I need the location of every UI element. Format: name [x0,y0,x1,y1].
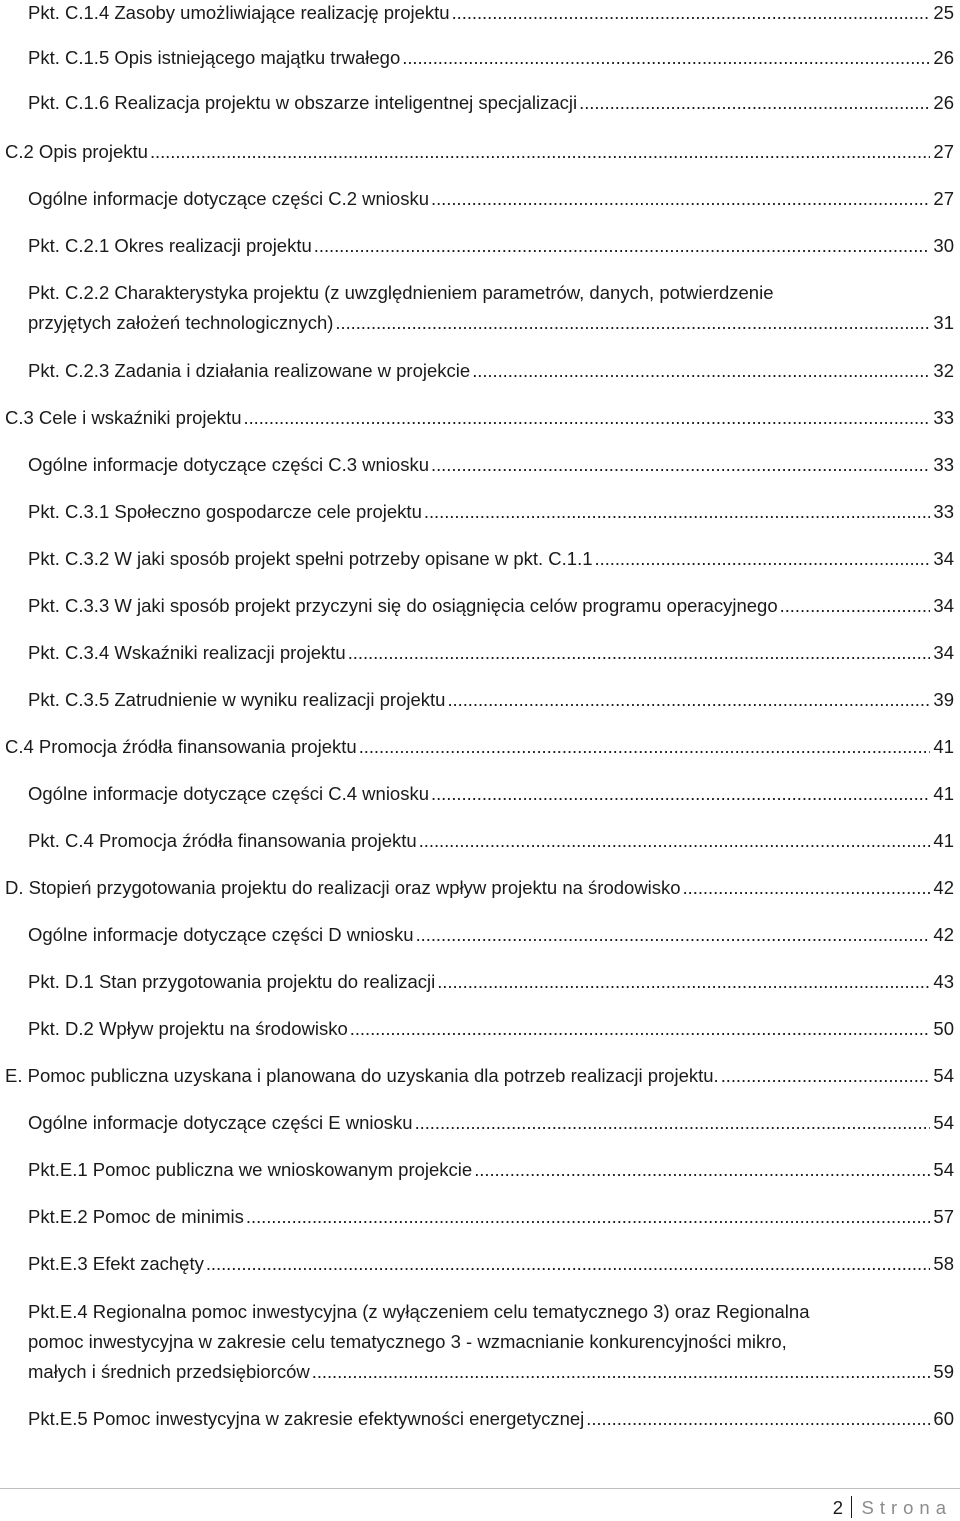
toc-leader-dots [348,638,931,668]
toc-entry[interactable] [28,88,954,118]
toc-entry[interactable] [28,826,954,856]
toc-entry-label-line: Pkt.E.4 Regionalna pomoc inwestycyjna (z wyłączeniem celu tematycznego 3) oraz Regionalna [28,1301,810,1322]
toc-leader-dots [246,1202,931,1232]
toc-entry-label-line: Pkt. C.2.2 Charakterystyka projektu (z uwzględnieniem parametrów, danych, potwierdzenie [28,282,774,303]
toc-entry-label: D. Stopień przygotowania projektu do realizacji oraz wpływ projektu na środowisko [5,877,681,898]
toc-leader-dots [335,308,930,338]
toc-entry[interactable] [28,1108,954,1138]
toc-entry-label: Pkt. C.2.3 Zadania i działania realizowane w projekcie [28,360,471,381]
toc-entry-label: Pkt. C.3.3 W jaki sposób projekt przyczyni się do osiągnięcia celów programu operacyjnego [28,595,778,616]
toc-entry[interactable] [28,497,954,527]
toc-leader-dots [150,137,930,167]
toc-leader-dots [314,231,931,261]
toc-entry-label: Pkt.E.3 Efekt zachęty [28,1253,204,1274]
toc-entry[interactable] [5,1061,954,1091]
toc-entry-label: Pkt. C.3.1 Społeczno gospodarcze cele projektu [28,501,422,522]
toc-leader-dots [447,685,930,715]
footer-page-indicator [833,1496,952,1520]
toc-entry-page: 41 [933,736,954,757]
toc-leader-dots [243,403,930,433]
toc-entry-page: 43 [933,971,954,992]
toc-entry-label: Pkt. D.1 Stan przygotowania projektu do realizacji [28,971,436,992]
toc-leader-dots [437,967,930,997]
toc-leader-dots [431,779,930,809]
toc-entry[interactable] [28,1202,954,1232]
toc-entry-page: 34 [933,642,954,663]
footer-separator [851,1496,853,1518]
toc-leader-dots [579,88,930,118]
toc-entry-label: Pkt. C.2.1 Okres realizacji projektu [28,235,312,256]
toc-entry-label: Pkt. C.3.5 Zatrudnienie w wyniku realizacji projektu [28,689,446,710]
toc-leader-dots [415,1108,931,1138]
toc-entry[interactable] [28,0,954,28]
toc-entry[interactable] [28,638,954,668]
toc-entry-page: 42 [933,924,954,945]
toc-leader-dots [452,0,931,28]
toc-entry[interactable] [28,278,954,338]
toc-leader-dots [416,920,931,950]
toc-entry[interactable] [28,1404,954,1434]
toc-entry-page: 33 [933,454,954,475]
toc-leader-dots [586,1404,930,1434]
toc-entry-page: 41 [933,830,954,851]
toc-entry[interactable] [28,356,954,386]
toc-entry-label: C.4 Promocja źródła finansowania projektu [5,736,357,757]
toc-leader-dots [474,1155,930,1185]
toc-entry-page: 57 [933,1206,954,1227]
toc-entry-page: 54 [933,1065,954,1086]
toc-entry-page: 39 [933,689,954,710]
toc-entry[interactable] [5,873,954,903]
toc-entry-label: Pkt. D.2 Wpływ projektu na środowisko [28,1018,348,1039]
toc-entry-page: 54 [933,1112,954,1133]
toc-leader-dots [206,1249,931,1279]
toc-entry-page: 31 [933,312,954,333]
toc-entry-label: Pkt.E.1 Pomoc publiczna we wnioskowanym projekcie [28,1159,473,1180]
footer-divider [0,1488,960,1489]
toc-entry-label: Pkt.E.5 Pomoc inwestycyjna w zakresie efektywności energetycznej [28,1408,585,1429]
toc-entry-page: 26 [933,47,954,68]
toc-entry-label: Ogólne informacje dotyczące części D wniosku [28,924,414,945]
toc-entry[interactable] [28,1297,954,1387]
toc-leader-dots [424,497,931,527]
toc-entry-page: 26 [933,92,954,113]
toc-entry-page: 58 [933,1253,954,1274]
toc-leader-dots [431,184,930,214]
toc-entry[interactable] [5,137,954,167]
toc-entry-page: 41 [933,783,954,804]
toc-entry-page: 54 [933,1159,954,1180]
toc-entry-label: Pkt.E.2 Pomoc de minimis [28,1206,244,1227]
toc-entry[interactable] [28,231,954,261]
toc-entry-page: 33 [933,501,954,522]
toc-leader-dots [780,591,931,621]
toc-leader-dots [472,356,930,386]
toc-entry[interactable] [28,1155,954,1185]
toc-entry-page: 50 [933,1018,954,1039]
toc-entry-label: Ogólne informacje dotyczące części C.4 wniosku [28,783,430,804]
toc-entry-label: C.2 Opis projektu [5,141,148,162]
toc-entry-page: 33 [933,407,954,428]
toc-entry[interactable] [28,591,954,621]
toc-entry-page: 42 [933,877,954,898]
toc-entry[interactable] [28,1249,954,1279]
toc-leader-dots [595,544,931,574]
toc-leader-dots [419,826,931,856]
toc-leader-dots [359,732,931,762]
footer-page-number: 2 [832,1497,843,1518]
toc-entry[interactable] [28,1014,954,1044]
toc-leader-dots [721,1061,931,1091]
toc-leader-dots [350,1014,931,1044]
toc-entry-page: 34 [933,595,954,616]
toc-entry-page: 34 [933,548,954,569]
toc-entry-label: C.3 Cele i wskaźniki projektu [5,407,242,428]
toc-entry-label: przyjętych założeń technologicznych) [28,312,334,333]
toc-entry-label: Pkt. C.3.2 W jaki sposób projekt spełni potrzeby opisane w pkt. C.1.1 [28,548,593,569]
toc-entry-label: Pkt. C.3.4 Wskaźniki realizacji projektu [28,642,346,663]
toc-entry-page: 25 [933,2,954,23]
toc-entry-label: Pkt. C.4 Promocja źródła finansowania projektu [28,830,417,851]
toc-entry-label: Pkt. C.1.4 Zasoby umożliwiające realizację projektu [28,2,450,23]
toc-entry[interactable] [5,403,954,433]
footer-page-word: Strona [861,1497,952,1518]
toc-entry[interactable] [28,43,954,73]
toc-entry[interactable] [28,779,954,809]
toc-entry-page: 32 [933,360,954,381]
toc-entry-label: małych i średnich przedsiębiorców [28,1361,310,1382]
toc-entry[interactable] [28,920,954,950]
toc-entry-label-line: pomoc inwestycyjna w zakresie celu tematycznego 3 - wzmacnianie konkurencyjności mikro, [28,1331,787,1352]
toc-leader-dots [312,1357,931,1387]
toc-entry[interactable] [5,732,954,762]
toc-entry-label: Ogólne informacje dotyczące części C.2 wniosku [28,188,430,209]
toc-leader-dots [683,873,931,903]
toc-entry-page: 59 [933,1361,954,1382]
toc-entry-label: Pkt. C.1.6 Realizacja projektu w obszarze inteligentnej specjalizacji [28,92,578,113]
toc-entry[interactable] [28,685,954,715]
toc-entry-label: E. Pomoc publiczna uzyskana i planowana do uzyskania dla potrzeb realizacji projektu. [5,1065,719,1086]
toc-leader-dots [402,43,930,73]
toc-entry[interactable] [28,544,954,574]
toc-entry-label: Pkt. C.1.5 Opis istniejącego majątku trwałego [28,47,401,68]
page-footer [0,1488,960,1521]
toc-entry-page: 27 [933,141,954,162]
toc-entry[interactable] [28,184,954,214]
toc-entry[interactable] [28,967,954,997]
toc-entry-page: 27 [933,188,954,209]
toc-entry[interactable] [28,450,954,480]
toc-entry-page: 60 [933,1408,954,1429]
toc-entry-label: Ogólne informacje dotyczące części E wniosku [28,1112,413,1133]
toc-entry-label: Ogólne informacje dotyczące części C.3 wniosku [28,454,430,475]
toc-entry-page: 30 [933,235,954,256]
toc-leader-dots [431,450,930,480]
